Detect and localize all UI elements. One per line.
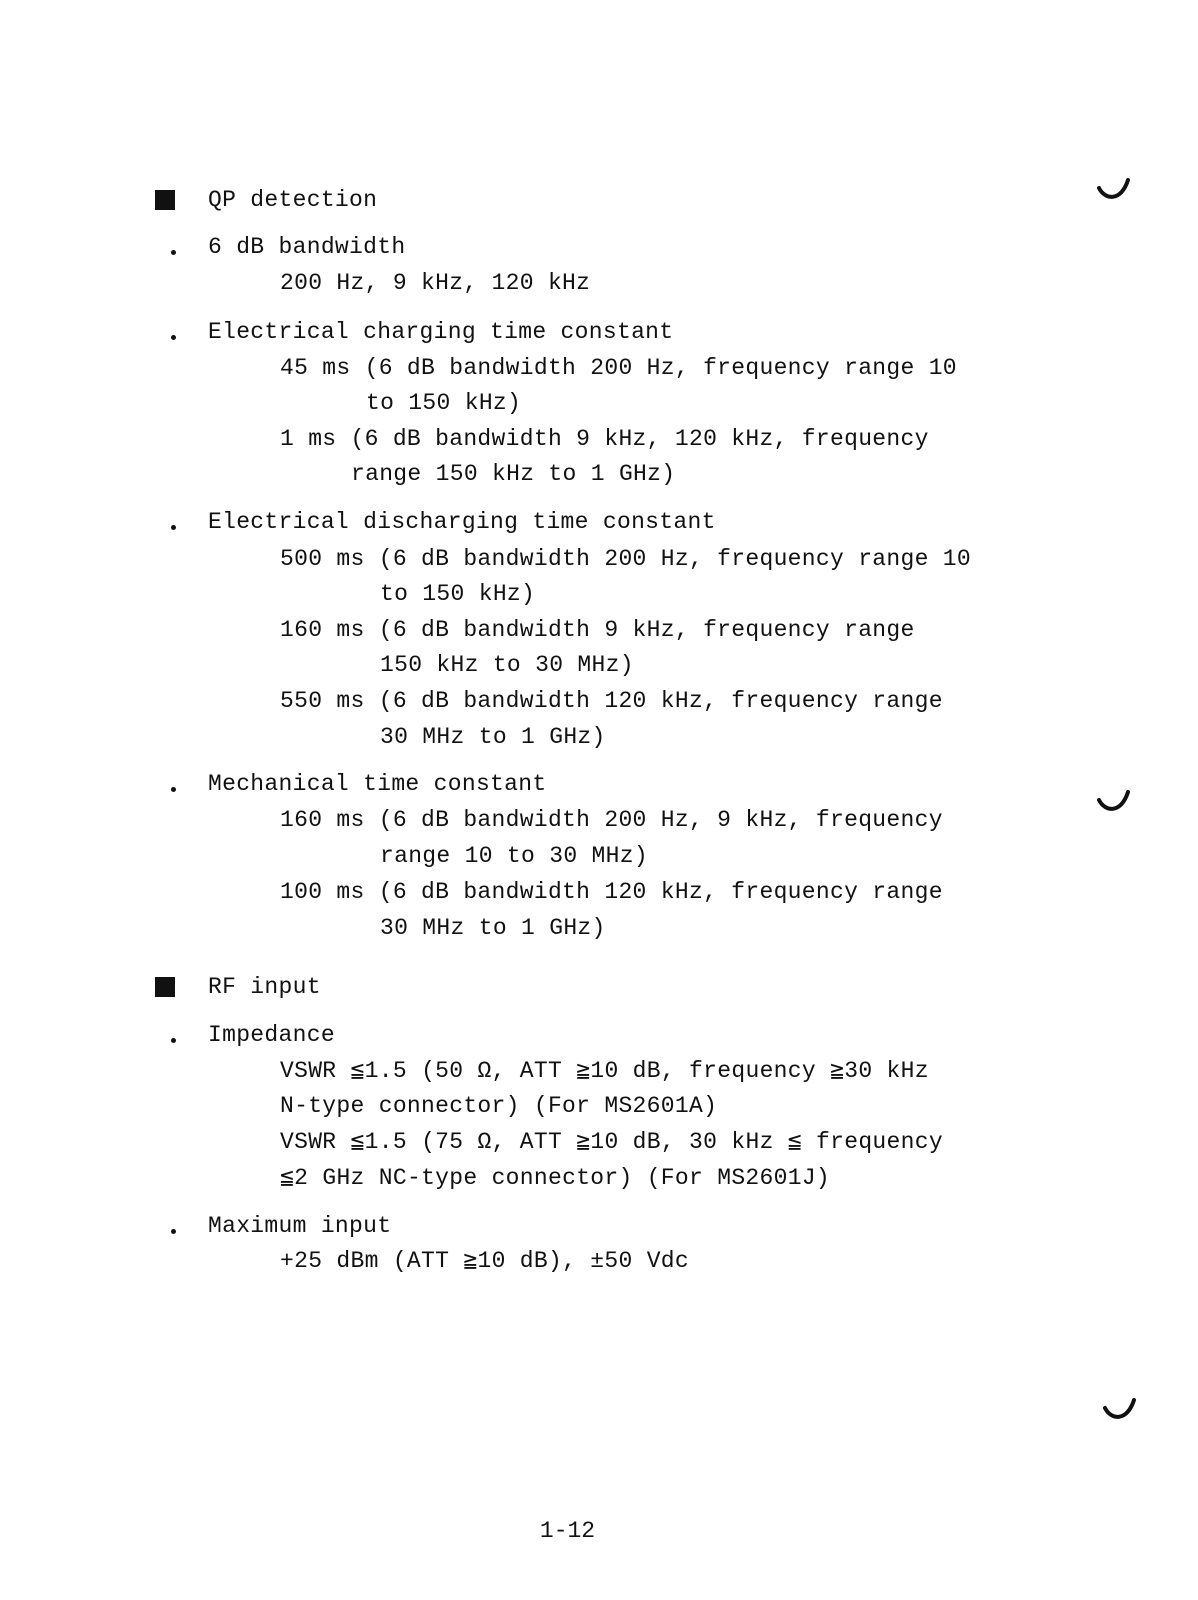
item-value-continuation: to 150 kHz) [380,581,536,607]
checkmark-icon [1103,1398,1137,1424]
item-value-continuation: to 150 kHz) [366,390,522,416]
checkmark-icon [1097,178,1131,204]
section-bullet-square [155,977,175,997]
section-heading: RF input [208,974,321,1000]
checkmark-icon [1097,790,1131,816]
item-value: 100 ms (6 dB bandwidth 120 kHz, frequency range [280,879,943,905]
item-label: Impedance [208,1022,335,1048]
item-value: 1 ms (6 dB bandwidth 9 kHz, 120 kHz, frequency [280,426,929,452]
item-label: Maximum input [208,1213,392,1239]
item-value-continuation: 150 kHz to 30 MHz) [380,652,634,678]
item-bullet-dot [171,525,176,530]
item-bullet-dot [171,787,176,792]
item-value: VSWR ≦1.5 (50 Ω, ATT ≧10 dB, frequency ≧30 kHz [280,1058,929,1084]
item-bullet-dot [171,335,176,340]
item-bullet-dot [171,1038,176,1043]
page-number: 1-12 [539,1518,596,1544]
item-label: 6 dB bandwidth [208,234,406,260]
item-value: 550 ms (6 dB bandwidth 120 kHz, frequency range [280,688,943,714]
item-label: Mechanical time constant [208,771,547,797]
item-label: Electrical discharging time constant [208,509,716,535]
item-value: 500 ms (6 dB bandwidth 200 Hz, frequency range 10 [280,546,972,572]
item-label: Electrical charging time constant [208,319,674,345]
item-value-continuation: N-type connector) (For MS2601A) [280,1093,718,1119]
item-value: 160 ms (6 dB bandwidth 200 Hz, 9 kHz, frequency [280,807,943,833]
item-value: 45 ms (6 dB bandwidth 200 Hz, frequency range 10 [280,355,957,381]
item-value-continuation: range 10 to 30 MHz) [380,843,648,869]
section-heading: QP detection [208,187,378,213]
item-bullet-dot [171,250,176,255]
item-value-continuation: ≦2 GHz NC-type connector) (For MS2601J) [280,1165,831,1191]
item-value-continuation: range 150 kHz to 1 GHz) [351,461,676,487]
item-value: +25 dBm (ATT ≧10 dB), ±50 Vdc [280,1248,690,1274]
item-value: 200 Hz, 9 kHz, 120 kHz [280,270,591,296]
item-value-continuation: 30 MHz to 1 GHz) [380,915,606,941]
item-value: VSWR ≦1.5 (75 Ω, ATT ≧10 dB, 30 kHz ≦ frequency [280,1129,943,1155]
item-bullet-dot [171,1229,176,1234]
item-value-continuation: 30 MHz to 1 GHz) [380,724,606,750]
item-value: 160 ms (6 dB bandwidth 9 kHz, frequency range [280,617,915,643]
section-bullet-square [155,190,175,210]
